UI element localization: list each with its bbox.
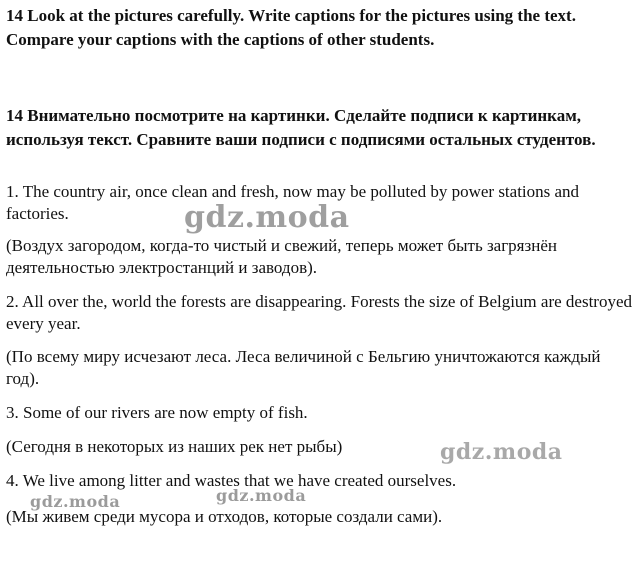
caption-4-english: 4. We live among litter and wastes that we have created ourselves. xyxy=(6,471,457,490)
caption-2-translation: (По всему миру исчезают леса. Леса величиной с Бельгию уничтожаются каждый год). xyxy=(6,347,601,388)
caption-3-translation: (Сегодня в некоторых из наших рек нет рыбы) xyxy=(6,437,343,456)
caption-2-english: 2. All over the, world the forests are disappearing. Forests the size of Belgium are destroyed every year. xyxy=(6,292,632,333)
watermark-large: gdz.moda xyxy=(184,200,350,235)
exercise-heading-english: 14 Look at the pictures carefully. Write captions for the pictures using the text. Compare your captions with the captions of other students. xyxy=(6,6,576,49)
caption-1-translation: (Воздух загородом, когда-то чистый и свежий, теперь может быть загрязнён деятельностью электростанций и заводов). xyxy=(6,236,557,277)
caption-4-translation: (Мы живем среди мусора и отходов, которые создали сами). xyxy=(6,507,443,526)
exercise-heading-russian: 14 Внимательно посмотрите на картинки. Сделайте подписи к картинкам, используя текст. Сравните ваши подписи с подписями остальных студентов. xyxy=(6,106,596,149)
watermark-right: gdz.moda xyxy=(440,439,563,465)
watermark-bottom-middle: gdz.moda xyxy=(216,486,307,505)
caption-1-english: 1. The country air, once clean and fresh, now may be polluted by power stations and factories. xyxy=(6,182,580,223)
caption-3-english: 3. Some of our rivers are now empty of fish. xyxy=(6,403,308,422)
watermark-bottom-left: gdz.moda xyxy=(30,492,121,511)
